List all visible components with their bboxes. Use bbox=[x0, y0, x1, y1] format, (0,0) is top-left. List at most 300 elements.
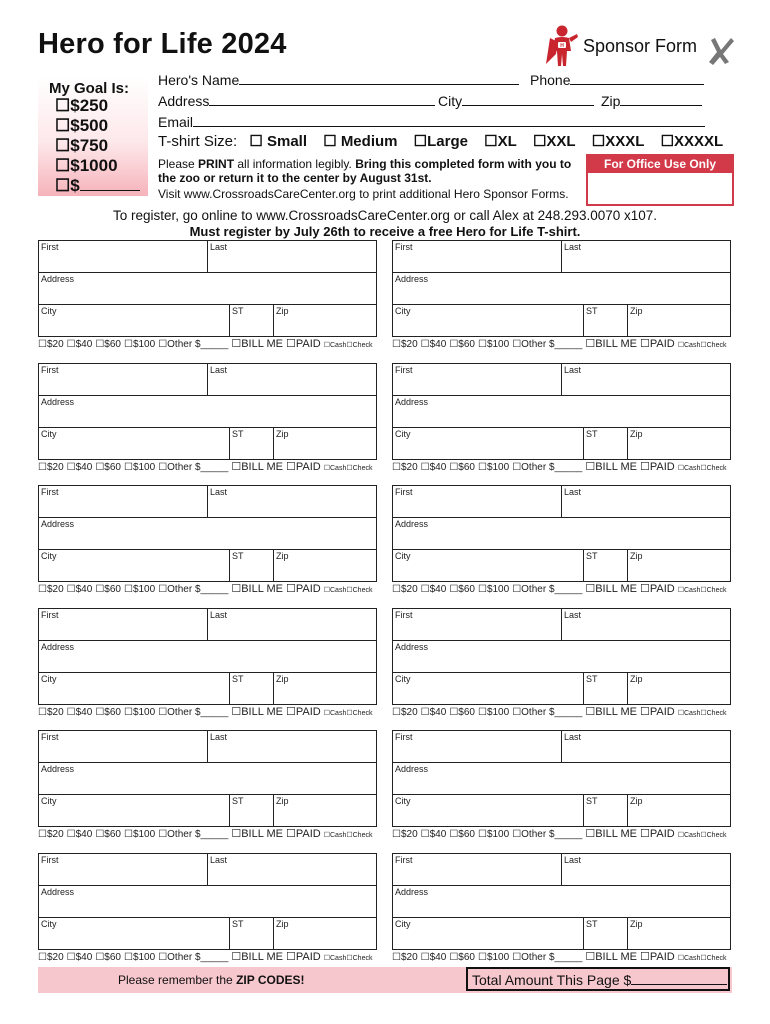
sponsor-city-field-label: City bbox=[395, 673, 411, 684]
sponsor-state-field[interactable] bbox=[583, 427, 628, 460]
sponsor-zip-field[interactable] bbox=[273, 917, 377, 950]
bill-me-checkbox[interactable]: ☐ bbox=[231, 828, 242, 840]
sponsor-state-field-label: ST bbox=[232, 918, 244, 929]
goal-option-label: $250 bbox=[70, 96, 109, 115]
sponsor-first-field[interactable] bbox=[38, 363, 208, 396]
donation-checkbox[interactable]: ☐ bbox=[449, 829, 459, 840]
paid-checkbox[interactable]: ☐ bbox=[285, 950, 296, 963]
check-checkbox[interactable]: ☐ bbox=[346, 832, 353, 839]
check-label: Check bbox=[706, 464, 727, 472]
sponsor-state-field[interactable] bbox=[583, 549, 628, 582]
sponsor-zip-field[interactable] bbox=[627, 917, 731, 950]
sponsor-address-field-label: Address bbox=[395, 396, 429, 407]
check-checkbox[interactable]: ☐ bbox=[700, 954, 707, 962]
sponsor-city-field[interactable] bbox=[38, 672, 230, 705]
sponsor-last-field[interactable] bbox=[207, 853, 377, 886]
sponsor-zip-field[interactable] bbox=[273, 672, 377, 705]
cash-checkbox[interactable]: ☐ bbox=[323, 587, 330, 594]
other-amount-field[interactable]: Other $_____ bbox=[167, 584, 229, 595]
sponsor-address-field[interactable] bbox=[392, 272, 731, 305]
bill-me-checkbox[interactable]: ☐ bbox=[231, 705, 242, 718]
sponsor-first-field[interactable] bbox=[392, 240, 562, 273]
sponsor-state-field[interactable] bbox=[229, 672, 274, 705]
bill-me-checkbox[interactable]: ☐ bbox=[585, 338, 596, 350]
sponsor-state-field[interactable] bbox=[229, 304, 274, 337]
total-amount-box[interactable] bbox=[466, 967, 730, 991]
sponsor-address-field[interactable] bbox=[38, 762, 377, 795]
other-amount-field[interactable]: Other $_____ bbox=[167, 339, 229, 350]
donation-checkbox[interactable]: ☐ bbox=[95, 706, 105, 718]
sponsor-city-field[interactable] bbox=[392, 427, 584, 460]
donation-checkbox[interactable]: ☐ bbox=[420, 461, 430, 473]
cash-checkbox[interactable]: ☐ bbox=[323, 709, 330, 717]
bill-me-checkbox[interactable]: ☐ bbox=[585, 950, 596, 963]
donation-checkbox[interactable]: ☐ bbox=[392, 829, 401, 840]
phone-field[interactable] bbox=[570, 70, 704, 85]
other-checkbox[interactable]: ☐ bbox=[158, 829, 168, 840]
sponsor-first-field-label: First bbox=[41, 487, 59, 497]
bill-me-checkbox[interactable]: ☐ bbox=[231, 460, 242, 473]
donation-checkbox[interactable]: ☐ bbox=[392, 461, 401, 473]
sponsor-address-field[interactable] bbox=[38, 395, 377, 428]
donation-checkbox[interactable]: ☐ bbox=[392, 584, 401, 595]
sponsor-state-field[interactable] bbox=[229, 427, 274, 460]
cash-checkbox[interactable]: ☐ bbox=[323, 954, 330, 962]
donation-checkbox[interactable]: ☐ bbox=[38, 829, 47, 840]
donation-checkbox[interactable]: ☐ bbox=[420, 584, 430, 595]
cash-checkbox[interactable]: ☐ bbox=[677, 954, 684, 962]
bill-me-checkbox[interactable]: ☐ bbox=[585, 705, 596, 718]
donation-amount-label: $100 bbox=[132, 829, 156, 840]
donation-options-row bbox=[392, 950, 726, 963]
other-checkbox[interactable]: ☐ bbox=[512, 706, 522, 718]
paid-label: PAID bbox=[295, 583, 321, 595]
sponsor-zip-field[interactable] bbox=[627, 427, 731, 460]
sponsor-address-field[interactable] bbox=[38, 885, 377, 918]
donation-checkbox[interactable]: ☐ bbox=[38, 951, 47, 963]
donation-checkbox[interactable]: ☐ bbox=[420, 706, 430, 718]
donation-amount-label: $100 bbox=[132, 706, 156, 718]
donation-amount-label: $20 bbox=[400, 706, 418, 718]
donation-checkbox[interactable]: ☐ bbox=[420, 339, 430, 350]
tshirt-option-large[interactable]: ☐Large bbox=[413, 133, 468, 150]
donation-options-row bbox=[38, 827, 372, 840]
sponsor-zip-field[interactable] bbox=[273, 549, 377, 582]
goal-option-custom[interactable]: ☐$ bbox=[55, 176, 140, 196]
cash-checkbox[interactable]: ☐ bbox=[323, 342, 330, 349]
cash-label: Cash bbox=[684, 464, 701, 472]
sponsor-city-field[interactable] bbox=[38, 917, 230, 950]
sponsor-last-field[interactable] bbox=[561, 240, 731, 273]
sponsor-address-field-label: Address bbox=[41, 641, 75, 652]
sponsor-last-field[interactable] bbox=[561, 608, 731, 641]
check-checkbox[interactable]: ☐ bbox=[700, 709, 707, 717]
hero-city-field[interactable] bbox=[462, 91, 594, 106]
other-checkbox[interactable]: ☐ bbox=[512, 951, 522, 963]
other-checkbox[interactable]: ☐ bbox=[512, 584, 522, 595]
sponsor-first-field[interactable] bbox=[38, 240, 208, 273]
other-amount-field[interactable]: Other $_____ bbox=[521, 829, 583, 840]
sponsor-last-field-label: Last bbox=[210, 364, 228, 375]
sponsor-state-field-label: ST bbox=[586, 306, 598, 316]
bill-me-checkbox[interactable]: ☐ bbox=[231, 583, 242, 595]
sponsor-address-field-label: Address bbox=[41, 886, 75, 897]
sponsor-first-field[interactable] bbox=[38, 853, 208, 886]
sponsor-city-field-label: City bbox=[395, 428, 411, 439]
donation-checkbox[interactable]: ☐ bbox=[95, 584, 105, 595]
donation-checkbox[interactable]: ☐ bbox=[477, 461, 487, 473]
sponsor-first-field[interactable] bbox=[392, 363, 562, 396]
tshirt-label: T-shirt Size: bbox=[158, 133, 238, 150]
bill-me-checkbox[interactable]: ☐ bbox=[585, 583, 596, 595]
hero-zip-field[interactable] bbox=[620, 91, 702, 106]
donation-amount-label: $100 bbox=[486, 461, 510, 473]
donation-amount-label: $60 bbox=[104, 461, 121, 473]
check-checkbox[interactable]: ☐ bbox=[346, 954, 353, 962]
paid-checkbox[interactable]: ☐ bbox=[639, 583, 650, 595]
donation-options-row bbox=[392, 827, 726, 840]
donation-amount-label: $100 bbox=[486, 829, 510, 840]
other-amount-field[interactable]: Other $_____ bbox=[167, 461, 229, 473]
sponsor-first-field[interactable] bbox=[392, 853, 562, 886]
sponsor-state-field[interactable] bbox=[229, 794, 274, 827]
sponsor-zip-field[interactable] bbox=[627, 672, 731, 705]
email-line bbox=[158, 112, 705, 130]
sponsor-address-field[interactable] bbox=[392, 640, 731, 673]
donation-amount-label: $40 bbox=[75, 461, 93, 473]
donation-checkbox[interactable]: ☐ bbox=[95, 461, 105, 473]
form-title: Hero for Life 2024 bbox=[38, 28, 287, 60]
donation-checkbox[interactable]: ☐ bbox=[392, 339, 401, 350]
sponsor-zip-field-label: Zip bbox=[630, 796, 643, 806]
donation-checkbox[interactable]: ☐ bbox=[38, 584, 47, 595]
donation-options-row bbox=[38, 460, 372, 473]
sponsor-city-field[interactable] bbox=[392, 672, 584, 705]
donation-checkbox[interactable]: ☐ bbox=[449, 461, 459, 473]
sponsor-last-field-label: Last bbox=[564, 487, 582, 497]
sponsor-zip-field[interactable] bbox=[273, 304, 377, 337]
sponsor-state-field-label: ST bbox=[232, 673, 244, 684]
donation-amount-label: $100 bbox=[132, 461, 156, 473]
sponsor-state-field[interactable] bbox=[229, 917, 274, 950]
sponsor-address-field[interactable] bbox=[392, 517, 731, 550]
bill-me-checkbox[interactable]: ☐ bbox=[231, 950, 242, 963]
sponsor-state-field-label: ST bbox=[232, 551, 244, 561]
sponsor-address-field[interactable] bbox=[392, 395, 731, 428]
sponsor-first-field-label: First bbox=[41, 732, 59, 742]
paid-checkbox[interactable]: ☐ bbox=[285, 460, 296, 473]
check-checkbox[interactable]: ☐ bbox=[700, 342, 707, 349]
donation-checkbox[interactable]: ☐ bbox=[477, 951, 487, 963]
donation-amount-label: $20 bbox=[46, 584, 64, 595]
sponsor-city-field[interactable] bbox=[392, 794, 584, 827]
check-checkbox[interactable]: ☐ bbox=[346, 342, 353, 349]
sponsor-last-field[interactable] bbox=[207, 730, 377, 763]
donation-checkbox[interactable]: ☐ bbox=[95, 339, 105, 350]
donation-amount-label: $40 bbox=[75, 951, 93, 963]
other-checkbox[interactable]: ☐ bbox=[512, 461, 522, 473]
tshirt-option-medium[interactable]: ☐ Medium bbox=[323, 133, 398, 150]
sponsor-city-field-label: City bbox=[395, 551, 411, 561]
donation-checkbox[interactable]: ☐ bbox=[123, 584, 133, 595]
donation-amount-label: $60 bbox=[104, 951, 121, 963]
goal-option-1000[interactable]: ☐$1000 bbox=[55, 156, 118, 175]
sponsor-last-field[interactable] bbox=[207, 485, 377, 518]
sponsor-city-field[interactable] bbox=[38, 549, 230, 582]
donation-amount-label: $100 bbox=[486, 584, 510, 595]
sponsor-last-field[interactable] bbox=[561, 485, 731, 518]
other-checkbox[interactable]: ☐ bbox=[158, 706, 168, 718]
sponsor-zip-field-label: Zip bbox=[630, 918, 643, 929]
hero-name-field[interactable] bbox=[239, 70, 519, 85]
email-field[interactable] bbox=[193, 112, 705, 127]
visit-note: Visit www.CrossroadsCareCenter.org to print additional Hero Sponsor Forms. bbox=[158, 187, 569, 201]
cash-label: Cash bbox=[684, 832, 701, 839]
sponsor-address-field[interactable] bbox=[392, 885, 731, 918]
goal-option-250[interactable]: ☐$250 bbox=[55, 96, 109, 115]
other-amount-field[interactable]: Other $_____ bbox=[167, 951, 229, 963]
other-checkbox[interactable]: ☐ bbox=[158, 339, 168, 350]
cross-arrows-icon bbox=[705, 32, 735, 66]
other-checkbox[interactable]: ☐ bbox=[512, 829, 522, 840]
sponsor-address-field[interactable] bbox=[392, 762, 731, 795]
check-label: Check bbox=[706, 954, 727, 962]
sponsor-last-field[interactable] bbox=[207, 608, 377, 641]
zip-reminder: Please remember the ZIP CODES! bbox=[118, 973, 305, 987]
other-checkbox[interactable]: ☐ bbox=[158, 461, 168, 473]
cash-checkbox[interactable]: ☐ bbox=[677, 587, 684, 594]
sponsor-city-field[interactable] bbox=[392, 917, 584, 950]
other-amount-field[interactable]: Other $_____ bbox=[521, 339, 583, 350]
donation-checkbox[interactable]: ☐ bbox=[66, 706, 76, 718]
sponsor-zip-field-label: Zip bbox=[630, 673, 643, 684]
donation-checkbox[interactable]: ☐ bbox=[420, 951, 430, 963]
check-label: Check bbox=[352, 464, 373, 472]
donation-checkbox[interactable]: ☐ bbox=[66, 584, 76, 595]
tshirt-option-xxxxl[interactable]: ☐XXXXL bbox=[660, 133, 724, 150]
hero-name-label: Hero's Name bbox=[158, 72, 240, 88]
sponsor-city-field[interactable] bbox=[392, 304, 584, 337]
sponsor-state-field[interactable] bbox=[229, 549, 274, 582]
sponsor-address-field-label: Address bbox=[395, 764, 429, 774]
check-label: Check bbox=[352, 342, 373, 349]
other-checkbox[interactable]: ☐ bbox=[512, 339, 522, 350]
donation-checkbox[interactable]: ☐ bbox=[38, 339, 47, 350]
other-checkbox[interactable]: ☐ bbox=[158, 951, 168, 963]
cash-checkbox[interactable]: ☐ bbox=[677, 709, 684, 717]
bill-me-label: BILL ME bbox=[241, 460, 283, 473]
sponsor-zip-field[interactable] bbox=[627, 549, 731, 582]
sponsor-state-field[interactable] bbox=[583, 917, 628, 950]
sponsor-first-field-label: First bbox=[395, 732, 413, 742]
print-instructions: Please PRINT all information legibly. Bring this completed form with you to the zoo or return it to the center by August 31st. bbox=[158, 157, 572, 185]
cash-checkbox[interactable]: ☐ bbox=[677, 464, 684, 472]
donation-checkbox[interactable]: ☐ bbox=[392, 951, 401, 963]
paid-checkbox[interactable]: ☐ bbox=[285, 705, 296, 718]
donation-checkbox[interactable]: ☐ bbox=[123, 951, 133, 963]
sponsor-state-field-label: ST bbox=[586, 551, 598, 561]
paid-checkbox[interactable]: ☐ bbox=[639, 338, 650, 350]
goal-option-750[interactable]: ☐$750 bbox=[55, 136, 109, 155]
paid-checkbox[interactable]: ☐ bbox=[285, 338, 296, 350]
sponsor-last-field[interactable] bbox=[207, 240, 377, 273]
office-use-label: For Office Use Only bbox=[588, 156, 732, 173]
sponsor-state-field[interactable] bbox=[583, 794, 628, 827]
sponsor-zip-field[interactable] bbox=[273, 794, 377, 827]
sponsor-last-field-label: Last bbox=[564, 854, 582, 865]
donation-amount-label: $40 bbox=[429, 461, 447, 473]
sponsor-last-field-label: Last bbox=[564, 732, 582, 742]
cash-label: Cash bbox=[684, 709, 701, 717]
sponsor-city-field[interactable] bbox=[38, 427, 230, 460]
sponsor-zip-field[interactable] bbox=[273, 427, 377, 460]
paid-checkbox[interactable]: ☐ bbox=[285, 583, 296, 595]
sponsor-address-field-label: Address bbox=[41, 396, 75, 407]
donation-checkbox[interactable]: ☐ bbox=[123, 339, 133, 350]
sponsor-first-field[interactable] bbox=[392, 485, 562, 518]
cash-checkbox[interactable]: ☐ bbox=[323, 464, 330, 472]
sponsor-city-field[interactable] bbox=[38, 794, 230, 827]
sponsor-first-field[interactable] bbox=[38, 608, 208, 641]
paid-checkbox[interactable]: ☐ bbox=[285, 828, 296, 840]
donation-checkbox[interactable]: ☐ bbox=[449, 706, 459, 718]
sponsor-zip-field[interactable] bbox=[627, 304, 731, 337]
sponsor-first-field-label: First bbox=[395, 487, 413, 497]
sponsor-last-field-label: Last bbox=[210, 732, 228, 742]
cash-checkbox[interactable]: ☐ bbox=[677, 832, 684, 839]
tshirt-option-xxxl[interactable]: ☐XXXL bbox=[591, 133, 645, 150]
paid-checkbox[interactable]: ☐ bbox=[639, 828, 650, 840]
other-amount-field[interactable]: Other $_____ bbox=[167, 706, 229, 718]
donation-amount-label: $20 bbox=[46, 339, 64, 350]
donation-checkbox[interactable]: ☐ bbox=[66, 951, 76, 963]
donation-checkbox[interactable]: ☐ bbox=[38, 461, 47, 473]
donation-checkbox[interactable]: ☐ bbox=[477, 584, 487, 595]
donation-checkbox[interactable]: ☐ bbox=[449, 339, 459, 350]
other-amount-field[interactable]: Other $_____ bbox=[167, 829, 229, 840]
donation-checkbox[interactable]: ☐ bbox=[123, 461, 133, 473]
check-checkbox[interactable]: ☐ bbox=[700, 587, 707, 594]
sponsor-state-field-label: ST bbox=[586, 428, 598, 439]
paid-checkbox[interactable]: ☐ bbox=[639, 705, 650, 718]
sponsor-last-field[interactable] bbox=[561, 363, 731, 396]
cash-label: Cash bbox=[684, 587, 701, 594]
sponsor-last-field[interactable] bbox=[207, 363, 377, 396]
donation-checkbox[interactable]: ☐ bbox=[449, 584, 459, 595]
cash-checkbox[interactable]: ☐ bbox=[677, 342, 684, 349]
check-label: Check bbox=[706, 832, 727, 839]
check-label: Check bbox=[706, 342, 727, 349]
donation-checkbox[interactable]: ☐ bbox=[477, 829, 487, 840]
donation-options-row bbox=[38, 337, 372, 350]
hero-address-field[interactable] bbox=[209, 91, 435, 106]
donation-checkbox[interactable]: ☐ bbox=[66, 339, 76, 350]
bill-me-checkbox[interactable]: ☐ bbox=[585, 828, 596, 840]
cash-label: Cash bbox=[684, 342, 701, 349]
other-amount-field[interactable]: Other $_____ bbox=[521, 584, 583, 595]
donation-checkbox[interactable]: ☐ bbox=[123, 706, 133, 718]
sponsor-first-field-label: First bbox=[41, 242, 59, 252]
bill-me-label: BILL ME bbox=[595, 950, 637, 963]
other-amount-field[interactable]: Other $_____ bbox=[521, 706, 583, 718]
other-amount-field[interactable]: Other $_____ bbox=[521, 951, 583, 963]
tshirt-option-xxl[interactable]: ☐XXL bbox=[532, 133, 576, 150]
bill-me-label: BILL ME bbox=[595, 583, 637, 595]
tshirt-option-small[interactable]: ☐ Small bbox=[249, 133, 308, 150]
check-checkbox[interactable]: ☐ bbox=[346, 587, 353, 594]
donation-checkbox[interactable]: ☐ bbox=[123, 829, 133, 840]
bill-me-label: BILL ME bbox=[241, 705, 283, 718]
total-amount-field[interactable] bbox=[631, 971, 727, 985]
sponsor-first-field[interactable] bbox=[38, 730, 208, 763]
donation-amount-label: $20 bbox=[46, 461, 64, 473]
donation-checkbox[interactable]: ☐ bbox=[38, 706, 47, 718]
sponsor-last-field-label: Last bbox=[564, 242, 582, 252]
bill-me-checkbox[interactable]: ☐ bbox=[231, 338, 242, 350]
donation-checkbox[interactable]: ☐ bbox=[420, 829, 430, 840]
cash-checkbox[interactable]: ☐ bbox=[323, 832, 330, 839]
sponsor-zip-field[interactable] bbox=[627, 794, 731, 827]
sponsor-state-field[interactable] bbox=[583, 672, 628, 705]
other-checkbox[interactable]: ☐ bbox=[158, 584, 168, 595]
goal-option-500[interactable]: ☐$500 bbox=[55, 116, 109, 135]
donation-options-row bbox=[392, 460, 726, 473]
donation-checkbox[interactable]: ☐ bbox=[392, 706, 401, 718]
sponsor-address-field[interactable] bbox=[38, 272, 377, 305]
sponsor-last-field[interactable] bbox=[561, 730, 731, 763]
donation-checkbox[interactable]: ☐ bbox=[66, 829, 76, 840]
donation-checkbox[interactable]: ☐ bbox=[449, 951, 459, 963]
sponsor-first-field[interactable] bbox=[392, 730, 562, 763]
donation-amount-label: $60 bbox=[104, 706, 121, 718]
sponsor-form-label: Sponsor Form bbox=[583, 36, 698, 56]
sponsor-first-field[interactable] bbox=[392, 608, 562, 641]
sponsor-zip-field-label: Zip bbox=[630, 551, 643, 561]
donation-amount-label: $20 bbox=[400, 829, 418, 840]
sponsor-city-field[interactable] bbox=[38, 304, 230, 337]
other-amount-field[interactable]: Other $_____ bbox=[521, 461, 583, 473]
sponsor-city-field[interactable] bbox=[392, 549, 584, 582]
tshirt-option-xl[interactable]: ☐XL bbox=[484, 133, 517, 150]
total-amount-label: Total Amount This Page $ bbox=[472, 972, 632, 988]
paid-checkbox[interactable]: ☐ bbox=[639, 460, 650, 473]
donation-checkbox[interactable]: ☐ bbox=[477, 339, 487, 350]
donation-checkbox[interactable]: ☐ bbox=[477, 706, 487, 718]
sponsor-first-field[interactable] bbox=[38, 485, 208, 518]
hero-name-line bbox=[158, 70, 519, 88]
sponsor-state-field[interactable] bbox=[583, 304, 628, 337]
donation-checkbox[interactable]: ☐ bbox=[95, 829, 105, 840]
paid-label: PAID bbox=[649, 950, 675, 963]
check-checkbox[interactable]: ☐ bbox=[346, 709, 353, 717]
sponsor-zip-field-label: Zip bbox=[276, 918, 289, 929]
donation-options-row bbox=[38, 705, 372, 718]
sponsor-address-field[interactable] bbox=[38, 640, 377, 673]
goal-custom-blank[interactable] bbox=[80, 176, 140, 191]
donation-checkbox[interactable]: ☐ bbox=[66, 461, 76, 473]
paid-checkbox[interactable]: ☐ bbox=[639, 950, 650, 963]
check-checkbox[interactable]: ☐ bbox=[346, 464, 353, 472]
donation-amount-label: $20 bbox=[400, 461, 418, 473]
donation-checkbox[interactable]: ☐ bbox=[95, 951, 105, 963]
bill-me-checkbox[interactable]: ☐ bbox=[585, 460, 596, 473]
check-checkbox[interactable]: ☐ bbox=[700, 464, 707, 472]
check-checkbox[interactable]: ☐ bbox=[700, 832, 707, 839]
donation-amount-label: $40 bbox=[429, 829, 447, 840]
paid-label: PAID bbox=[295, 705, 321, 718]
sponsor-address-field[interactable] bbox=[38, 517, 377, 550]
sponsor-last-field[interactable] bbox=[561, 853, 731, 886]
